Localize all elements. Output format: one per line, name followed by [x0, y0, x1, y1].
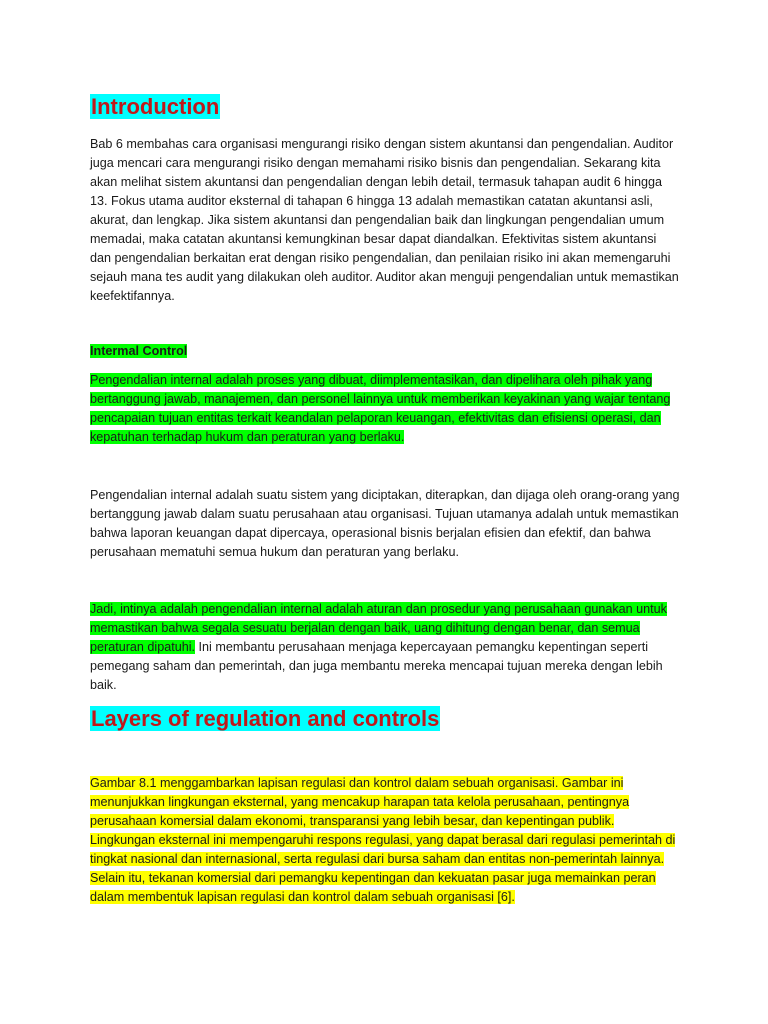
layers-highlight: Gambar 8.1 menggambarkan lapisan regulasi dan kontrol dalam sebuah organisasi. Gambar ini menunjukkan lingkungan eksternal, yang mencakup harapan tata kelola perusahaan, pentingnya perusahaan komersial dalam ekonomi, transparansi yang lebih besar, dan kepentingan publik. Lingkungan eksternal ini mempengaruhi respons regulasi, yang dapat berasal dari regulasi pemerintah di tingkat nasional dan internasional, serta regulasi dari bursa saham dan entitas non-pemerintah lainnya. Selain itu, tekanan komersial dari pemangku kepentingan dan kekuatan pasar juga memainkan peran dalam membentuk lapisan regulasi dan kontrol dalam sebuah organisasi [6].: [90, 776, 676, 904]
summary-highlight: Jadi, intinya adalah pengendalian internal adalah aturan dan prosedur yang perusahaan gunakan untuk memastikan bahwa segala sesuatu berjalan dengan baik, uang dihitung dengan benar, dan semua peraturan dipatuhi.: [90, 602, 667, 654]
internal-control-heading: [90, 342, 680, 361]
introduction-heading: [90, 94, 680, 120]
introduction-heading-text: Introduction: [91, 94, 220, 119]
layers-paragraph: [90, 774, 680, 907]
internal-control-summary: [90, 600, 680, 695]
internal-control-explanation: Pengendalian internal adalah suatu sistem yang diciptakan, diterapkan, dan dijaga oleh orang-orang yang bertanggung jawab dalam suatu perusahaan atau organisasi. Tujuan utamanya adalah untuk memastikan bahwa laporan keuangan dapat dipercaya, operasional bisnis berjalan efisien dan efektif, dan bahwa perusahaan mematuhi semua hukum dan peraturan yang berlaku.: [90, 488, 680, 559]
internal-control-heading-text: Intermal Control: [90, 344, 188, 358]
internal-control-definition: [90, 371, 680, 447]
introduction-paragraph: Bab 6 membahas cara organisasi mengurangi risiko dengan sistem akuntansi dan pengendalian. Auditor juga mencari cara mengurangi risiko dengan memahami risiko bisnis dan pengendalian. Sekarang kita akan melihat sistem akuntansi dan pengendalian dengan lebih detail, termasuk tahapan audit 6 hingga 13. Fokus utama auditor eksternal di tahapan 6 hingga 13 adalah memastikan catatan akuntansi asli, akurat, dan lengkap. Jika sistem akuntansi dan pengendalian baik dan lingkungan pengendalian umum memadai, maka catatan akuntansi kemungkinan besar dapat diandalkan. Efektivitas sistem akuntansi dan pengendalian berkaitan erat dengan risiko pengendalian, dan penilaian risiko ini akan memengaruhi sejauh mana tes audit yang dilakukan oleh auditor. Auditor akan menguji pengendalian untuk memastikan keefektifannya.: [90, 137, 679, 303]
summary-rest: Ini membantu perusahaan menjaga kepercayaan pemangku kepentingan seperti pemegang saham dan pemerintah, dan juga membantu mereka mencapai tujuan mereka dengan lebih baik.: [90, 640, 663, 692]
layers-heading-text: Layers of regulation and controls: [91, 706, 440, 731]
definition-highlight: Pengendalian internal adalah proses yang dibuat, diimplementasikan, dan dipelihara oleh pihak yang bertanggung jawab, manajemen, dan personel lainnya untuk memberikan keyakinan yang wajar tentang pencapaian tujuan entitas terkait keandalan pelaporan keuangan, efektivitas dan efisiensi operasi, dan kepatuhan terhadap hukum dan peraturan yang berlaku.: [90, 373, 671, 444]
layers-heading: [90, 706, 680, 732]
